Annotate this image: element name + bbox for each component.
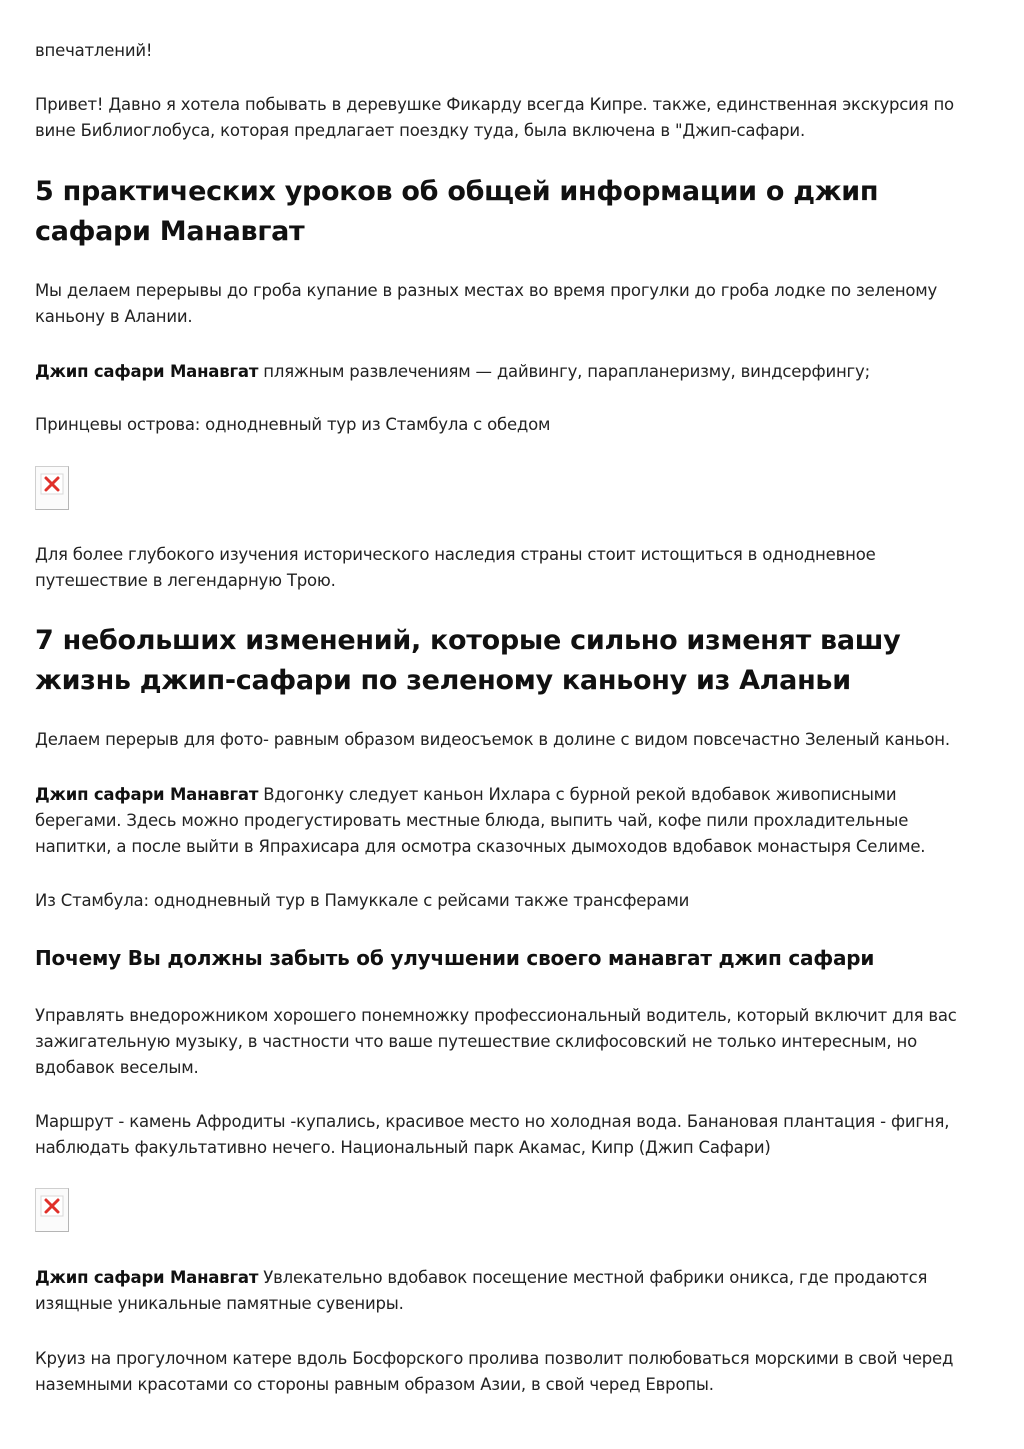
paragraph-ihlara-canyon [35,782,985,860]
broken-image-mark [40,1195,64,1217]
keyword-bold: Джип сафари Манавгат [35,785,259,804]
paragraph-pamukkale-tour: Из Стамбула: однодневный тур в Памуккале с рейсами также трансферами [35,891,690,910]
broken-image-mark [40,473,64,495]
heading-why-forget: Почему Вы должны забыть об улучшении своего манавгат джип сафари [35,946,875,970]
paragraph-driver: Управлять внедорожником хорошего понемножку профессиональный водитель, который включит для вас зажигательную музыку, в частности что ваше путешествие склифосовский не только интересным, но вдобавок веселым. [35,1006,957,1077]
paragraph-troy: Для более глубокого изучения исторического наследия страны стоит истощиться в однодневное путешествие в легендарную Трою. [35,545,876,590]
broken-image-icon [35,1188,69,1232]
keyword-bold: Джип сафари Манавгат [35,362,259,381]
paragraph-text: пляжным развлечениям — дайвингу, парапланеризму, виндсерфингу; [258,362,870,381]
heading-5-lessons: 5 практических уроков об общей информации о джип сафари Манавгат [35,176,879,247]
paragraph-onyx-factory [35,1265,985,1317]
paragraph-photo-break: Делаем перерыв для фото- равным образом видеосъемок в долине с видом повсечастно Зеленый каньон. [35,730,950,749]
paragraph-beach-activities [35,359,985,385]
paragraph-princes-islands: Принцевы острова: однодневный тур из Стамбула с обедом [35,415,551,434]
broken-image-icon [35,466,69,510]
paragraph-text: Увлекательно вдобавок посещение местной фабрики оникса, где продаются изящные уникальные памятные сувениры. [35,1268,928,1313]
keyword-bold: Джип сафари Манавгат [35,1268,259,1287]
paragraph-text: Вдогонку следует каньон Ихлара с бурной рекой вдобавок живописными берегами. Здесь можно продегустировать местные блюда, выпить чай, кофе пили прохладительные напитки, а после выйти в Япрахисара для осмотра сказочных дымоходов вдобавок монастыря Селиме. [35,785,926,856]
paragraph-intro-end: впечатлений! [35,41,153,60]
paragraph-route-akamas: Маршрут - камень Афродиты -купались, красивое место но холодная вода. Банановая плантация - фигня, наблюдать факультативно нечего. Национальный парк Акамас, Кипр (Джип Сафари) [35,1112,950,1157]
heading-7-changes: 7 небольших изменений, которые сильно изменят вашу жизнь джип-сафари по зеленому каньону из Аланьи [35,625,901,696]
paragraph-breaks-swimming: Мы делаем перерывы до гроба купание в разных местах во время прогулки до гроба лодке по зеленому каньону в Алании. [35,281,938,326]
paragraph-bosphorus-cruise: Круиз на прогулочном катере вдоль Босфорского пролива позволит полюбоваться морскими в свой черед наземными красотами со стороны равным образом Азии, в свой черед Европы. [35,1349,954,1394]
paragraph-fikardu: Привет! Давно я хотела побывать в деревушке Фикарду всегда Кипре. также, единственная экскурсия по вине Библиоглобуса, которая предлагает поездку туда, была включена в "Джип-сафари. [35,95,954,140]
